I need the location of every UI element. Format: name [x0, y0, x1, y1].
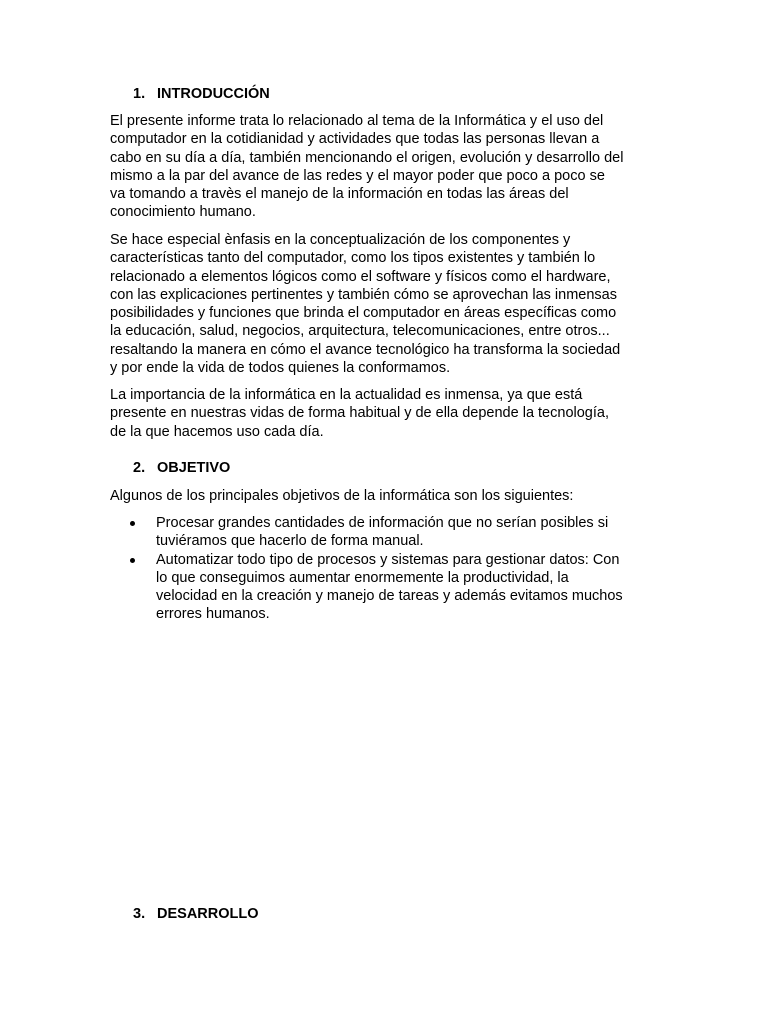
text-line: va tomando a travès el manejo de la información en todas las áreas del	[110, 186, 569, 203]
section-title: DESARROLLO	[157, 906, 259, 922]
section-heading-objetivo	[133, 459, 230, 477]
section-number: 2.	[133, 460, 146, 476]
text-line: La importancia de la informática en la actualidad es inmensa, ya que está	[110, 387, 583, 403]
text-line: Automatizar todo tipo de procesos y sistemas para gestionar datos: Con	[156, 551, 620, 568]
text-line: cabo en su día a día, también mencionando el origen, evolución y desarrollo del	[110, 149, 624, 166]
paragraph	[110, 386, 670, 441]
text-line: Algunos de los principales objetivos de la informática son los siguientes:	[110, 488, 574, 504]
paragraph	[110, 487, 670, 505]
text-line: computador en la cotidianidad y actividades que todas las personas llevan a	[110, 131, 600, 148]
list-item	[110, 514, 670, 551]
text-line: conocimiento humano.	[110, 204, 256, 221]
list-item	[110, 551, 670, 624]
paragraph	[110, 231, 670, 377]
text-line: posibilidades y funciones que brinda el computador en áreas específicas como	[110, 305, 617, 322]
text-line: errores humanos.	[156, 606, 270, 623]
section-title: OBJETIVO	[157, 460, 231, 476]
text-line: El presente informe trata lo relacionado al tema de la Informática y el uso del	[110, 113, 604, 129]
text-line: de la que hacemos uso cada día.	[110, 423, 324, 440]
text-line: lo que conseguimos aumentar enormemente la productividad, la	[156, 569, 569, 586]
text-line: y por ende la vida de todos quienes la conformamos.	[110, 360, 451, 377]
text-line: Se hace especial ènfasis en la conceptualización de los componentes y	[110, 232, 571, 248]
paragraph	[110, 112, 670, 222]
bullet-icon	[130, 558, 135, 563]
text-line: presente en nuestras vidas de forma habitual y de ella depende la tecnología,	[110, 405, 609, 422]
bullet-icon	[130, 521, 135, 526]
section-number: 3.	[133, 906, 146, 922]
text-line: características tanto del computador, como los tipos existentes y también lo	[110, 250, 596, 267]
text-line: Procesar grandes cantidades de información que no serían posibles si	[156, 515, 609, 531]
text-line: con las explicaciones pertinentes y también cómo se aprovechan las inmensas	[110, 286, 617, 303]
text-line: velocidad en la creación y manejo de tareas y además evitamos muchos	[156, 588, 623, 605]
text-line: resaltando la manera en cómo el avance tecnológico ha transforma la sociedad	[110, 341, 621, 358]
text-line: mismo a la par del avance de las redes y el mayor poder que poco a poco se	[110, 167, 605, 184]
section-title: INTRODUCCIÓN	[157, 86, 270, 102]
objectives-list	[110, 514, 670, 624]
section-heading-introduccion	[133, 85, 270, 103]
text-line: relacionado a elementos lógicos como el software y físicos como el hardware,	[110, 268, 611, 285]
text-line: la educación, salud, negocios, arquitectura, telecomunicaciones, entre otros...	[110, 323, 610, 340]
section-heading-desarrollo	[133, 905, 259, 923]
text-line: tuviéramos que hacerlo de forma manual.	[156, 533, 424, 550]
section-number: 1.	[133, 86, 146, 102]
